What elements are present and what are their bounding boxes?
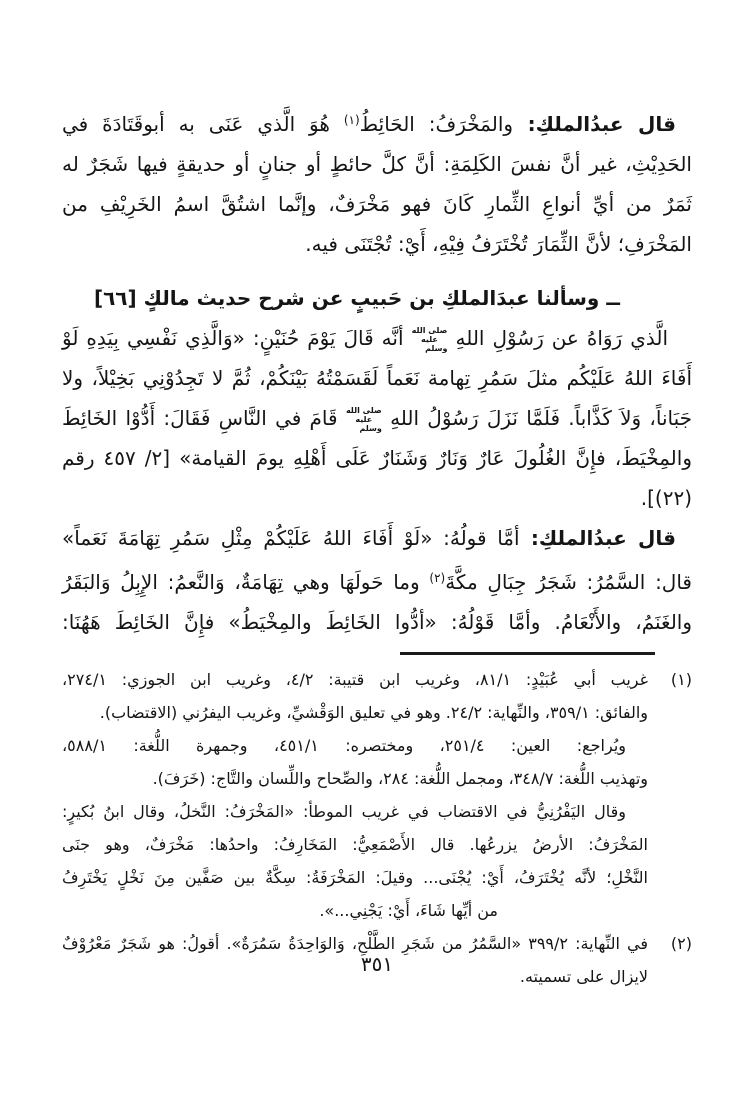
text-segment: قال: السَّمُرُ: شَجَرُ جِبَالِ مكَّةَ (445, 570, 692, 594)
text-line (62, 318, 692, 358)
text-segment: والمَخْرَفُ: الحَائِطُ (359, 112, 514, 136)
text-segment: المَخْرَفُ: الأرضُ يزرعُها. قال الأَصْمَعِيُّ: المَخَارِفُ: واحدُها: مَخْرَفٌ، وهو جنَى (62, 835, 648, 854)
text-line (62, 696, 648, 729)
text-segment: قَامَ في النَّاسِ فَقَالَ: أَدُّوْا الخَائِطَ (62, 406, 346, 430)
text-line (62, 100, 692, 144)
text-segment: لايزال على تسميته. (519, 967, 648, 986)
text-line (62, 729, 648, 762)
text-line (62, 762, 648, 795)
text-line (62, 278, 692, 318)
text-line (62, 602, 692, 642)
text-segment: قال عبدُالملكِ: (513, 112, 676, 136)
text-segment: جَبَاناً، وَلاَ كَذَّاباً. فَلَمَّا نَزَلَ رَسُوْلُ اللهِ (381, 406, 693, 430)
footnote-marker: (١) (670, 670, 692, 689)
text-line (62, 224, 692, 264)
text-segment: ويُراجع: العين: ٢٥١/٤، ومختصره: ٤٥١/١، وجمهرة اللُّغة: ٥٨٨/١، (62, 736, 627, 755)
text-line (62, 398, 692, 438)
footnote-ref: (٢) (429, 571, 446, 585)
text-segment: والفائق: ٣٥٩/١، والنِّهاية: ٢٤/٢. وهو في تعليق الوَقْشيِّ، وغريب اليفرُني (الاقتضاب). (99, 703, 648, 722)
text-segment: الحَدِيْثِ، غير أنَّ نفسَ الكَلِمَةِ: أنَّ كلَّ حائطٍ أو جنانٍ أو حديقةٍ فيها شَجَرٌ له (62, 152, 692, 176)
footnote-ref: (١) (343, 113, 360, 127)
paragraph (62, 318, 692, 518)
section-heading (62, 278, 692, 318)
text-line (62, 861, 648, 894)
text-segment: المَخْرَفِ؛ لأنَّ الثِّمَارَ تُخْتَرَفُ فِيْهِ، أَيْ: تُجْتَنَى فيه. (305, 232, 692, 256)
text-line (62, 438, 692, 518)
footnote (62, 663, 692, 927)
text-line (62, 894, 648, 927)
paragraph (62, 100, 692, 264)
text-segment: ــ وسألنا عبدَالملكِ بن حَبيبٍ عن شرح حديث مالكٍ [٦٦] (93, 286, 620, 310)
text-segment: وتهذيب اللُّغة: ٣٤٨/٧، ومجمل اللُّغة: ٢٨٤، والصِّحاح واللِّسان والتَّاج: (خَرَفَ). (152, 769, 648, 788)
text-line (62, 184, 692, 224)
text-segment: والمِخْيَطَ، فإِنَّ الغُلُولَ عَارٌ وَنَارٌ وَشَنَارٌ عَلَى أَهْلِهِ يومَ القيامة» [٢/ ٤٥٧ رقم (٢٢)]. (62, 446, 692, 510)
text-segment: في النِّهاية: ٣٩٩/٢ «السَّمُرُ من شَجَرِ الطَّلْحِ، وَالوَاحِدَةُ سَمُرَةٌ». أقولُ: هو شَجَرٌ مَعْرُوْفٌ (62, 934, 648, 953)
footnote-marker: (٢) (670, 934, 692, 953)
text-line (62, 828, 648, 861)
text-line (62, 144, 692, 184)
text-segment: النَّخْلِ؛ لأنَّه يُخْتَرَفُ، أَيْ: يُجْنَى... وقيلَ: المَخْرَفَةُ: سِكَّةٌ بين صَفَّين مِنَ نَخْلٍ يَخْتَرِفُ (62, 868, 648, 887)
text-line (62, 795, 648, 828)
text-segment: الَّذي رَوَاهُ عن رَسُوْلِ اللهِ (447, 326, 668, 350)
salawat-symbol: صلى الله عليه وسلم (411, 326, 448, 353)
text-segment: قال عبدُالملكِ: (519, 526, 676, 550)
footnote-text (62, 663, 648, 927)
text-segment: ثَمَرٌ من أيِّ أنواعِ الثِّمارِ كَانَ فهو مَخْرَفٌ، وإنَّما اشتُقَّ اسمُ الخَرِيْفِ من (62, 192, 692, 216)
text-segment: والغَنَمُ، والأَنْعَامُ. وأمَّا قَوْلُهُ: «أدُّوا الخَائِطَ والمِخْيَطُ» فإِنَّ الخَائِطَ هَهُنَا: (62, 610, 692, 634)
text-segment: هُوَ الَّذي عَنَى به أبوقَتَادَةَ في (62, 112, 344, 136)
page-number: ٣٥١ (360, 952, 394, 976)
text-segment: وقال اليَفْرُنِيُّ في الاقتضاب في غريب الموطأ: «المَخْرَفُ: النَّخلُ، وقال ابنُ بُكيرٍ: (62, 802, 626, 821)
text-segment: أَفَاءَ اللهُ عَلَيْكُم مثلَ سَمُرِ تِهامة نَعَماً لَقَسَمْتُهُ بَيْنَكُمْ، ثُمَّ لا تَجِدُوْنِي بَخِيْلاً، ولا (62, 366, 692, 390)
text-line (62, 358, 692, 398)
footnotes (62, 663, 692, 993)
text-segment: وما حَولَهَا وهي تِهَامَةٌ، وَالنَّعمُ: الإِبِلُ وَالبَقَرُ (62, 570, 430, 594)
text-line (62, 663, 648, 696)
salawat-symbol: صلى الله عليه وسلم (345, 406, 382, 433)
paragraph (62, 518, 692, 642)
text-segment: أنَّه قَالَ يَوْمَ حُنَيْنٍ: «وَالَّذِي نَفْسِي بِيَدِهِ لَوْ (62, 326, 412, 350)
main-text (62, 100, 692, 642)
text-segment: غريب أبي عُبَيْدٍ: ٨١/١، وغريب ابن قتيبة: ٤/٢، وغريب ابن الجوزي: ٢٧٤/١، (62, 670, 648, 689)
text-line (62, 518, 692, 558)
text-segment: من أيِّها شَاءَ، أَيْ: يَجْنِي...». (319, 901, 498, 920)
text-segment: أمَّا قولُهُ: «لَوْ أَفَاءَ اللهُ عَلَيْكُمْ مِثْلِ سَمُرِ تِهَامَةَ نَعَماً» (62, 526, 520, 550)
footnote-separator (400, 652, 655, 655)
text-line (62, 558, 692, 602)
